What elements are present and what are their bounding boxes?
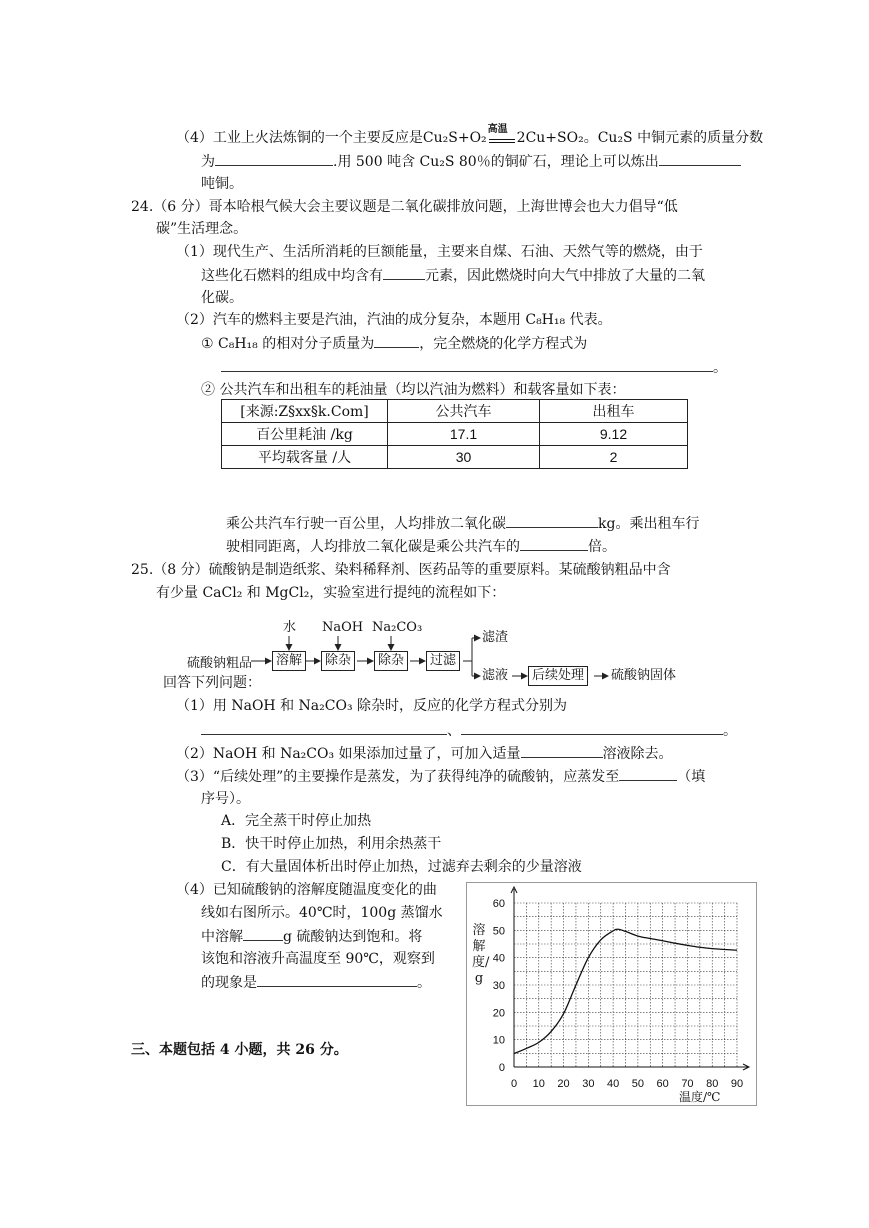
flow-reagent-naoh: NaOH — [322, 620, 364, 635]
chart-y-axis-label: 溶解度/g — [472, 923, 490, 986]
q24-after-text-c: 驶相同距离，人均排放二氧化碳是乘公共汽车的 — [226, 539, 520, 555]
y-tick-label: 10 — [492, 1034, 505, 1047]
q25-part2-text-b: 溶液除去。 — [602, 746, 673, 762]
q25-answer-prompt: 回答下列问题： — [163, 675, 261, 691]
table-header-cell: 出租车 — [540, 400, 688, 423]
q24-stem-line1: 24.（6 分）哥本哈根气候大会主要议题是二氧化碳排放问题，上海世博会也大力倡导“低 — [131, 199, 678, 215]
table-cell: 17.1 — [388, 423, 540, 446]
flow-step-dissolve: 溶解 — [272, 651, 306, 671]
reaction-condition-label: 高温 — [487, 124, 508, 135]
table-cell: 30 — [388, 446, 540, 469]
q23-part4-text-c: 为 — [201, 154, 215, 170]
x-tick-label: 10 — [532, 1078, 545, 1090]
flow-input-label: 硫酸钠粗品 — [187, 656, 253, 671]
y-tick-label: 60 — [492, 898, 505, 910]
y-tick-label: 30 — [492, 980, 505, 992]
flow-reagent-na2co3: Na₂CO₃ — [372, 620, 423, 635]
y-tick-label: 50 — [492, 925, 505, 938]
x-tick-label: 80 — [706, 1078, 719, 1090]
q25-part1-separator: 、 — [447, 723, 461, 739]
q24-part1-text-a: 这些化石燃料的组成中均含有 — [201, 268, 383, 284]
q23-part4-text-b: 。Cu₂S 中铜元素的质量分数 — [583, 130, 764, 146]
answer-blank-solution[interactable] — [521, 743, 603, 758]
answer-blank-naoh-equation[interactable] — [201, 720, 447, 735]
q25-part4-text-b: g 硫酸钠达到饱和。将 — [283, 929, 423, 945]
solubility-chart-frame — [466, 882, 757, 1106]
q24-part1-text-b: 元素，因此燃烧时向大气中排放了大量的二氧 — [425, 268, 705, 284]
q25-part3-text-b: （填 — [677, 769, 706, 785]
q24-part1-line3: 化碳。 — [201, 290, 243, 306]
q24-part2-sub1-text-a: ① C₈H₁₈ 的相对分子质量为 — [201, 336, 375, 352]
q24-part1-line1: （1）现代生产、生活所消耗的巨额能量，主要来自煤、石油、天然气等的燃烧，由于 — [176, 244, 703, 260]
q25-part3-line1 — [176, 766, 705, 787]
flow-reagent-water: 水 — [283, 620, 297, 635]
x-tick-label: 60 — [656, 1078, 669, 1090]
q24-part2-sub2-line: ② 公共汽车和出租车的耗油量（均以汽油为燃料）和载客量如下表： — [201, 382, 626, 398]
q24-after-text-b: kg。乘出租车行 — [598, 516, 700, 532]
option-b: B．快干时停止加热，利用余热蒸干 — [221, 836, 442, 852]
flow-step-post-processing: 后续处理 — [528, 666, 588, 686]
y-tick-label: 20 — [492, 1007, 505, 1020]
answer-blank-na2co3-equation[interactable] — [461, 720, 723, 735]
table-cell: 平均载客量 /人 — [222, 446, 388, 469]
option-a: A．完全蒸干时停止加热 — [221, 813, 372, 829]
flow-filtrate-label: 滤液 — [482, 668, 509, 683]
option-c: C．有大量固体析出时停止加热，过滤弃去剩余的少量溶液 — [221, 859, 582, 875]
q25-stem-line1: 25.（8 分）硫酸钠是制造纸浆、染料稀释剂、医药品等的重要原料。某硫酸钠粗品中含 — [131, 562, 671, 578]
chart-x-axis-label: 温度/℃ — [679, 1090, 721, 1104]
section-3-heading: 三、本题包括 4 小题，共 26 分。 — [131, 1042, 348, 1058]
x-tick-label: 70 — [681, 1078, 694, 1090]
q25-part1-line2 — [201, 720, 737, 741]
flow-step-remove-impurity-2: 除杂 — [374, 651, 408, 671]
q24-part2-sub1-end: 。 — [713, 360, 727, 376]
x-tick-label: 20 — [557, 1078, 570, 1090]
x-tick-label: 90 — [730, 1078, 744, 1090]
y-tick-label: 40 — [492, 952, 505, 965]
table-cell: 9.12 — [540, 423, 688, 446]
q24-part2-line: （2）汽车的燃料主要是汽油，汽油的成分复杂，本题用 C₈H₁₈ 代表。 — [176, 312, 612, 328]
reaction-left: Cu₂S+O₂ — [422, 130, 487, 146]
flow-step-filter: 过滤 — [426, 651, 460, 671]
q24-part2-sub1-text-b: ，完全燃烧的化学方程式为 — [419, 336, 588, 352]
solubility-chart — [467, 883, 756, 1105]
table-cell: 2 — [540, 446, 688, 469]
q25-part4-line4: 该饱和溶液升高温度至 90℃，观察到 — [201, 951, 435, 967]
q24-after-text-a: 乘公共汽车行驶一百公里，人均排放二氧化碳 — [226, 516, 506, 532]
reaction-right: 2Cu+SO₂ — [516, 130, 584, 146]
flow-step-remove-impurity-1: 除杂 — [321, 651, 355, 671]
q24-after-text-d: 倍。 — [588, 539, 616, 555]
table-header-cell: 公共汽车 — [388, 400, 540, 423]
q25-part1-end: 。 — [723, 723, 737, 739]
q25-part1-line1: （1）用 NaOH 和 Na₂CO₃ 除杂时，反应的化学方程式分别为 — [176, 698, 568, 714]
q25-part4-line5 — [201, 972, 431, 993]
x-tick-label: 30 — [582, 1078, 595, 1090]
q23-part4-text-a: （4）工业上火法炼铜的一个主要反应是 — [176, 130, 423, 146]
flow-residue-label: 滤渣 — [482, 630, 509, 645]
q23-part4-line3: 吨铜。 — [201, 176, 243, 192]
q25-part4-text-a: 中溶解 — [201, 929, 243, 945]
q25-part4-line2: 线如右图所示。40℃时，100g 蒸馏水 — [201, 905, 443, 921]
x-tick-label: 50 — [631, 1078, 645, 1090]
q25-part4-text-c: 的现象是 — [201, 975, 257, 991]
q25-part2-text-a: （2）NaOH 和 Na₂CO₃ 如果添加过量了，可加入适量 — [176, 746, 521, 762]
y-tick-label: 0 — [498, 1062, 505, 1074]
answer-blank-solubility[interactable] — [243, 926, 283, 941]
q25-part4-line3 — [201, 926, 422, 947]
flow-product-label: 硫酸钠固体 — [611, 668, 677, 683]
x-tick-label: 40 — [606, 1078, 620, 1090]
table-header-cell: [来源:Z§xx§k.Com] — [222, 400, 388, 423]
q24-stem-line2: 碳”生活理念。 — [156, 221, 248, 237]
table-cell: 百公里耗油 /kg — [222, 423, 388, 446]
q23-part4-text-d: .用 500 吨含 Cu₂S 80％的铜矿石，理论上可以炼出 — [333, 154, 659, 170]
q25-part4-line1: （4）已知硫酸钠的溶解度随温度变化的曲 — [176, 882, 437, 898]
q25-part3-text-a: （3）“后续处理”的主要操作是蒸发，为了获得纯净的硫酸钠，应蒸发至 — [176, 769, 620, 785]
answer-blank-phenomenon[interactable] — [257, 972, 417, 987]
q25-part4-text-d: 。 — [417, 975, 431, 991]
answer-blank-option[interactable] — [619, 766, 677, 781]
x-tick-label: 0 — [510, 1078, 518, 1090]
q25-part2-line — [176, 743, 673, 764]
q25-part3-line2: 序号）。 — [201, 791, 250, 807]
q25-stem-line2: 有少量 CaCl₂ 和 MgCl₂，实验室进行提纯的流程如下： — [156, 585, 506, 601]
